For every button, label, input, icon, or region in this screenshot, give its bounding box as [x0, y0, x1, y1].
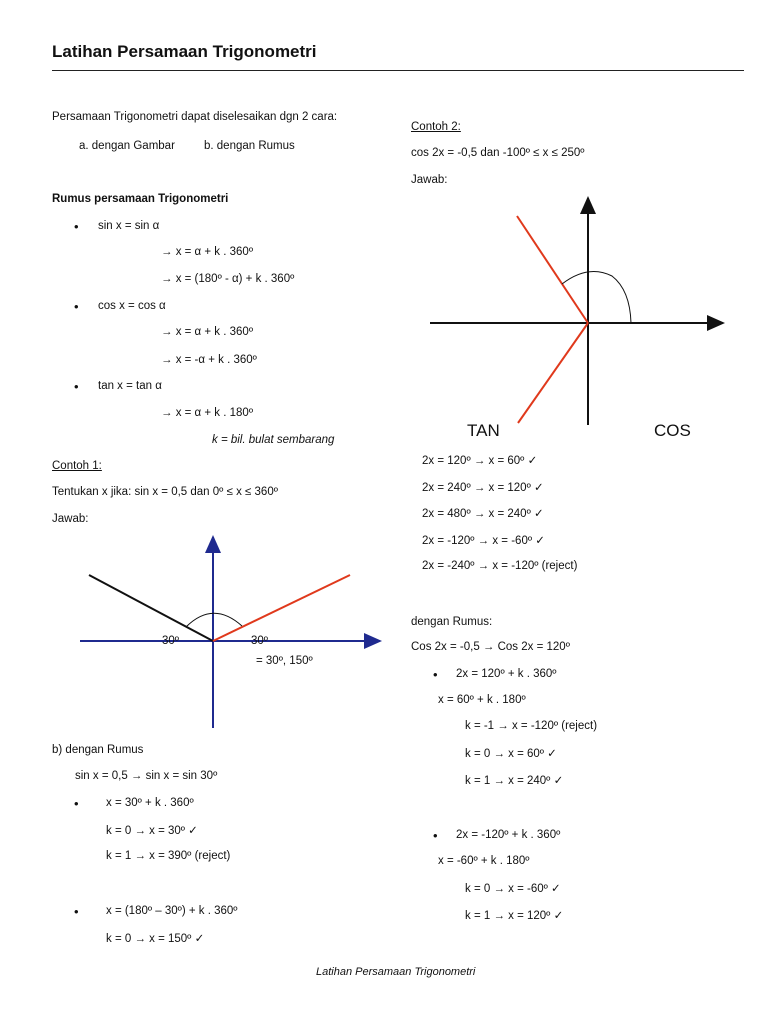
option-b: b. dengan Rumus: [204, 140, 295, 152]
rumus-line-right: Cos 2x = -0,5 → Cos 2x = 120º: [411, 641, 570, 653]
contoh2-problem: cos 2x = -0,5 dan -100º ≤ x ≤ 250º: [411, 147, 585, 159]
intro-text: Persamaan Trigonometri dapat diselesaikan dgn 2 cara:: [52, 111, 338, 123]
solution-line: 2x = 240º → x = 120º ✓: [422, 482, 544, 494]
rumus-b-line: k = 0 → x = 150º ✓: [106, 933, 205, 945]
case1-line: 2x = 120º + k . 360º: [456, 668, 557, 680]
bullet: •: [74, 299, 79, 314]
case2-line: x = -60º + k . 180º: [438, 855, 530, 867]
rumus-line: → x = α + k . 360º: [161, 326, 254, 338]
solution-line: 2x = -120º → x = -60º ✓: [422, 535, 545, 547]
jawab-label: Jawab:: [52, 513, 89, 525]
solution-line: 2x = 120º → x = 60º ✓: [422, 455, 538, 467]
bullet: •: [74, 796, 79, 811]
solution-line: 2x = -240º → x = -120º (reject): [422, 560, 578, 572]
rumus-line: → x = (180º - α) + k . 360º: [161, 273, 295, 285]
bullet: •: [74, 904, 79, 919]
rumus-b-line: x = 30º + k . 360º: [106, 797, 194, 809]
rumus-b-line: sin x = 0,5 → sin x = sin 30º: [75, 770, 218, 782]
page-footer: Latihan Persamaan Trigonometri: [316, 966, 476, 978]
jawab-label: Jawab:: [411, 174, 448, 186]
case1-line: k = 1 → x = 240º ✓: [465, 775, 564, 787]
rumus-b-line: k = 0 → x = 30º ✓: [106, 825, 198, 837]
option-a: a. dengan Gambar: [79, 140, 175, 152]
contoh1-label: Contoh 1:: [52, 460, 102, 472]
rumus-line: tan x = tan α: [98, 380, 162, 392]
rumus-line: cos x = cos α: [98, 300, 166, 312]
page-title: Latihan Persamaan Trigonometri: [52, 42, 317, 61]
angle-label-left: 30º: [162, 635, 179, 647]
rumus-b-line: x = (180º – 30º) + k . 360º: [106, 905, 238, 917]
bullet: •: [74, 379, 79, 394]
bullet: •: [74, 219, 79, 234]
rumus-line: sin x = sin α: [98, 220, 160, 232]
bullet: •: [433, 828, 438, 843]
case1-line: x = 60º + k . 180º: [438, 694, 526, 706]
ray-120: [517, 216, 588, 323]
ray-240: [518, 323, 588, 423]
label-tan: TAN: [467, 421, 500, 440]
rumus-line: → x = -α + k . 360º: [161, 354, 257, 366]
bullet: •: [433, 667, 438, 682]
case2-line: k = 0 → x = -60º ✓: [465, 883, 561, 895]
rumus-b-heading: b) dengan Rumus: [52, 744, 144, 756]
case1-line: k = -1 → x = -120º (reject): [465, 720, 598, 732]
contoh2-label: Contoh 2:: [411, 121, 461, 133]
rumus-heading: Rumus persamaan Trigonometri: [52, 193, 229, 205]
case1-line: k = 0 → x = 60º ✓: [465, 748, 557, 760]
solution-line: 2x = 480º → x = 240º ✓: [422, 508, 544, 520]
rumus-line: → x = α + k . 180º: [161, 407, 254, 419]
case2-line: 2x = -120º + k . 360º: [456, 829, 561, 841]
contoh1-problem: Tentukan x jika: sin x = 0,5 dan 0º ≤ x ≤ 360º: [52, 486, 278, 498]
angle-label-right: 30º: [251, 635, 268, 647]
angle-arc: [562, 272, 631, 324]
case2-line: k = 1 → x = 120º ✓: [465, 910, 564, 922]
rumus-heading-right: dengan Rumus:: [411, 616, 493, 628]
rumus-b-line: k = 1 → x = 390º (reject): [106, 850, 231, 862]
k-note: k = bil. bulat sembarang: [212, 434, 335, 446]
label-cos: COS: [654, 421, 691, 440]
graph1-result: = 30º, 150º: [256, 655, 313, 667]
rumus-line: → x = α + k . 360º: [161, 246, 254, 258]
